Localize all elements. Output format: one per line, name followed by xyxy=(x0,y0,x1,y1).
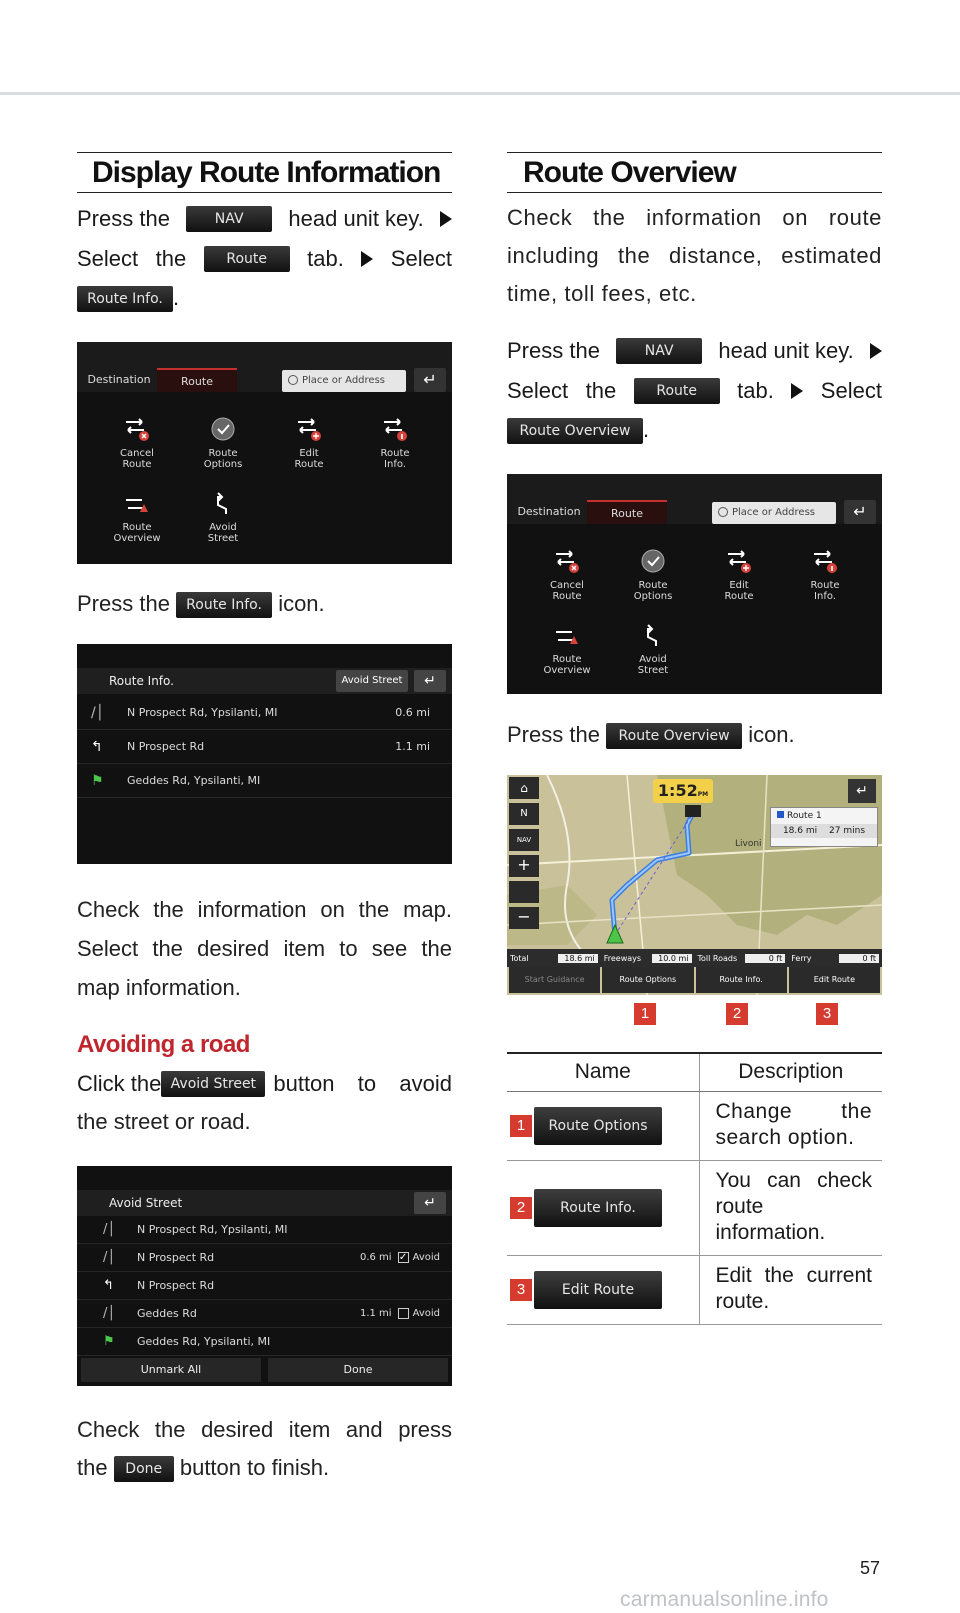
avoid-street-row[interactable] xyxy=(77,1244,452,1272)
cancel-route-icon xyxy=(552,548,582,574)
back-button[interactable]: ↵ xyxy=(414,670,446,692)
col-name-header: Name xyxy=(507,1053,699,1091)
route-menu-item[interactable] xyxy=(525,622,609,676)
road-name: Geddes Rd xyxy=(137,1307,197,1320)
avoid-street-button[interactable]: Avoid Street xyxy=(336,670,408,692)
instruction-line xyxy=(77,1065,452,1103)
stat-value: 0 ft xyxy=(745,954,785,963)
instruction-line xyxy=(507,331,882,371)
page-number: 57 xyxy=(860,1558,881,1578)
edit-route-icon xyxy=(724,548,754,574)
instruction-line xyxy=(507,715,882,753)
road-name: N Prospect Rd, Ypsilanti, MI xyxy=(127,706,278,719)
route-menu-item[interactable] xyxy=(181,416,265,470)
instruction-block xyxy=(507,331,882,449)
road-distance: 1.1 mi xyxy=(359,1308,392,1319)
route-tab-key: Route xyxy=(634,378,720,404)
clock-time: 1:52 xyxy=(657,781,698,800)
section-title: Display Route Information xyxy=(77,152,452,193)
route-overview-icon xyxy=(552,622,582,648)
road-name: N Prospect Rd xyxy=(137,1279,215,1292)
unmark-all-button[interactable]: Unmark All xyxy=(81,1358,261,1382)
edit-route-button[interactable]: Edit Route xyxy=(789,967,880,993)
route-menu-item[interactable] xyxy=(783,548,867,602)
route-overview-icon xyxy=(122,490,152,516)
route-stat xyxy=(695,949,789,967)
menu-item-label: Options xyxy=(633,591,673,602)
road-sign-icon: /│ xyxy=(91,705,105,721)
route-options-icon xyxy=(638,548,668,574)
text: Select xyxy=(390,246,452,271)
menu-item-label: Info. xyxy=(814,591,836,602)
section-title: Route Overview xyxy=(507,152,882,193)
top-rule xyxy=(0,92,960,95)
tab-destination[interactable]: Destination xyxy=(87,373,151,386)
table-row xyxy=(507,1091,882,1160)
menu-item-label: Edit xyxy=(299,448,319,459)
menu-item-label: Cancel xyxy=(550,580,584,591)
table-row xyxy=(507,1255,882,1324)
route-stat xyxy=(788,949,882,967)
route-info-screenshot xyxy=(77,644,452,864)
edit-route-icon xyxy=(294,416,324,442)
stat-label: Total xyxy=(510,953,529,963)
menu-item-label: Overview xyxy=(543,665,591,676)
route-tab-key: Route xyxy=(204,246,290,272)
menu-item-label: Street xyxy=(637,665,669,676)
route-menu-item[interactable] xyxy=(611,548,695,602)
route-info-button[interactable]: Route Info. xyxy=(696,967,787,993)
route-menu-screenshot xyxy=(507,474,882,694)
text: the street or road. xyxy=(77,1109,251,1134)
turn-left-icon: ↰ xyxy=(91,739,103,755)
avoid-street-key: Avoid Street xyxy=(161,1071,265,1097)
text: tab. xyxy=(307,246,344,271)
left-column xyxy=(77,152,452,1487)
menu-item-label: Info. xyxy=(384,459,406,470)
stat-label: Ferry xyxy=(791,953,812,963)
route-menu-item[interactable] xyxy=(95,490,179,544)
menu-item-label: Cancel xyxy=(120,448,154,459)
destination-flag-icon: ⚑ xyxy=(91,773,104,789)
arrow-icon xyxy=(870,343,882,359)
table-body xyxy=(507,1091,882,1324)
table-cell-description: Edit the current route. xyxy=(699,1255,882,1324)
menu-item-label: Route xyxy=(122,522,152,533)
menu-item-label: Route xyxy=(552,591,582,602)
avoid-street-row[interactable] xyxy=(77,1272,452,1300)
avoid-street-icon xyxy=(208,490,238,516)
text: Select xyxy=(820,378,882,403)
avoid-street-icon xyxy=(638,622,668,648)
zoom-in-button[interactable]: + xyxy=(509,855,539,877)
avoid-label: Avoid xyxy=(412,1252,440,1263)
watermark: carmanualsonline.info xyxy=(620,1588,829,1611)
start-guidance-button[interactable]: Start Guidance xyxy=(509,967,600,993)
text: the xyxy=(585,378,617,403)
avoid-checkbox[interactable]: ✓ xyxy=(398,1251,408,1263)
route-info-icon xyxy=(380,416,410,442)
route-info-icon xyxy=(810,548,840,574)
route-info-key: Route Info. xyxy=(176,592,272,618)
route-stat xyxy=(507,949,601,967)
callout-number: 1 xyxy=(510,1115,532,1137)
text: button to finish. xyxy=(179,1455,330,1480)
button-description-table xyxy=(507,1052,882,1325)
instruction-block xyxy=(77,1065,452,1141)
arrow-icon xyxy=(361,251,373,267)
text: icon. xyxy=(748,722,795,747)
table-key: Route Options xyxy=(534,1107,662,1145)
scale-indicator xyxy=(509,881,539,903)
road-name: N Prospect Rd xyxy=(127,740,205,753)
avoid-control[interactable] xyxy=(360,1244,440,1272)
avoid-street-row[interactable] xyxy=(77,1300,452,1328)
route-menu-item[interactable] xyxy=(95,416,179,470)
tab-route[interactable]: Route xyxy=(587,500,667,524)
table-row xyxy=(507,1160,882,1255)
stat-label: Freeways xyxy=(603,953,642,963)
turn-left-icon: ↰ xyxy=(103,1278,114,1293)
instruction-line xyxy=(507,371,882,411)
road-name: N Prospect Rd xyxy=(137,1251,215,1264)
avoid-label: Avoid xyxy=(412,1308,440,1319)
route-overview-map xyxy=(507,775,882,995)
road-distance: 0.6 mi xyxy=(395,706,430,719)
menu-item-label: Avoid xyxy=(639,654,667,665)
done-key: Done xyxy=(114,1456,174,1482)
destination-flag-icon: ⚑ xyxy=(103,1334,115,1349)
nav-key: NAV xyxy=(186,206,272,232)
route-overview-buttons xyxy=(507,967,882,993)
route-summary-card[interactable] xyxy=(770,807,878,847)
road-name: N Prospect Rd, Ypsilanti, MI xyxy=(137,1223,288,1236)
subheading: Avoiding a road xyxy=(77,1031,250,1058)
text: head unit key. xyxy=(718,338,854,363)
text: head unit key. xyxy=(288,206,424,231)
stat-value: 10.0 mi xyxy=(652,954,692,963)
map-side-controls xyxy=(509,777,539,942)
avoid-checkbox[interactable] xyxy=(398,1308,409,1319)
menu-item-label: Edit xyxy=(729,580,749,591)
screen-title: Route Info. xyxy=(109,674,174,688)
arrow-icon xyxy=(440,211,452,227)
clock-ampm: PM xyxy=(697,791,709,798)
route-menu-item[interactable] xyxy=(181,490,265,544)
menu-item-label: Route xyxy=(122,459,152,470)
text: Press the xyxy=(507,722,600,747)
back-button[interactable]: ↵ xyxy=(414,1192,446,1214)
route-info-row[interactable] xyxy=(77,764,452,798)
menu-item-label: Route xyxy=(380,448,410,459)
callout-row xyxy=(507,995,882,1025)
avoid-street-row[interactable] xyxy=(77,1328,452,1356)
compass-button[interactable]: N xyxy=(509,803,539,825)
back-button[interactable]: ↵ xyxy=(844,500,876,524)
lane-icon: /│ xyxy=(103,1250,116,1265)
route-options-icon xyxy=(208,416,238,442)
paragraph: Check the information on route including the distance, estimated time, toll fees, etc. xyxy=(507,205,882,306)
search-input[interactable]: Place or Address xyxy=(712,502,836,524)
stat-value: 18.6 mi xyxy=(558,954,598,963)
table-cell-name xyxy=(507,1255,699,1324)
road-distance: 0.6 mi xyxy=(359,1252,392,1263)
callout-number: 3 xyxy=(510,1279,532,1301)
route-menu-item[interactable] xyxy=(267,416,351,470)
menu-item-label: Options xyxy=(203,459,243,470)
callout-number: 2 xyxy=(510,1197,532,1219)
instruction-line: Route Overview . xyxy=(507,411,882,449)
menu-item-label: Route xyxy=(294,459,324,470)
text: Check the desired item and press xyxy=(77,1417,452,1442)
avoid-control[interactable] xyxy=(360,1300,440,1328)
map-city-label: Livoni xyxy=(735,839,762,849)
route-overview-key: Route Overview xyxy=(606,723,742,749)
callout-2: 2 xyxy=(726,1003,748,1025)
route-stats-bar xyxy=(507,949,882,967)
menu-item-label: Route xyxy=(810,580,840,591)
search-input[interactable]: Place or Address xyxy=(282,370,406,392)
text: the xyxy=(77,1455,108,1480)
text: icon. xyxy=(278,591,325,616)
route-menu-item[interactable] xyxy=(697,548,781,602)
route-menu-screenshot xyxy=(77,342,452,564)
cancel-route-icon xyxy=(122,416,152,442)
route-distance: 18.6 mi xyxy=(782,826,818,836)
instruction-line: Route Info. . xyxy=(77,279,452,317)
route-info-row[interactable] xyxy=(77,696,452,730)
text: Select xyxy=(77,246,139,271)
table-cell-description: Change the search option. xyxy=(699,1091,882,1160)
done-button[interactable]: Done xyxy=(268,1358,448,1382)
menu-item-label: Route xyxy=(208,448,238,459)
menu-item-label: Route xyxy=(638,580,668,591)
table-cell-name xyxy=(507,1091,699,1160)
route-overview-key: Route Overview xyxy=(507,418,643,444)
route-menu-item[interactable] xyxy=(353,416,437,470)
back-button[interactable]: ↵ xyxy=(848,779,876,803)
menu-item-label: Street xyxy=(207,533,239,544)
road-name: Geddes Rd, Ypsilanti, MI xyxy=(137,1335,271,1348)
road-distance: 1.1 mi xyxy=(395,740,430,753)
col-desc-header: Description xyxy=(699,1053,882,1091)
screen-title: Avoid Street xyxy=(109,1196,183,1210)
table-key: Route Info. xyxy=(534,1189,662,1227)
menu-item-label: Avoid xyxy=(209,522,237,533)
stat-value: 0 ft xyxy=(839,954,879,963)
right-column xyxy=(507,152,882,1325)
text: Press the xyxy=(77,591,170,616)
text: Press the xyxy=(507,338,600,363)
menu-item-label: Overview xyxy=(113,533,161,544)
route-stat xyxy=(601,949,695,967)
text: tab. xyxy=(737,378,774,403)
route-label: Route 1 xyxy=(787,811,822,821)
road-sign-icon: /│ xyxy=(103,1222,116,1237)
home-icon[interactable]: ⌂ xyxy=(509,777,539,799)
route-menu-item[interactable] xyxy=(525,548,609,602)
road-name: Geddes Rd, Ypsilanti, MI xyxy=(127,774,261,787)
avoid-street-header xyxy=(77,1190,452,1216)
avoid-street-screenshot xyxy=(77,1166,452,1386)
callout-3: 3 xyxy=(816,1003,838,1025)
nav-volume-button[interactable]: NAV xyxy=(509,829,539,851)
text: Press the xyxy=(77,206,170,231)
arrow-icon xyxy=(791,383,803,399)
clock xyxy=(653,779,713,803)
instruction-line xyxy=(77,199,452,239)
route-time: 27 mins xyxy=(829,826,866,836)
paragraph: Check the information on the map. Select the desired item to see the map information. xyxy=(77,897,452,1000)
route-name xyxy=(771,808,877,824)
back-button[interactable]: ↵ xyxy=(414,368,446,392)
route-info-row[interactable] xyxy=(77,730,452,764)
text: button to avoid xyxy=(273,1071,452,1096)
menu-item-label: Route xyxy=(724,591,754,602)
instruction-block xyxy=(77,199,452,317)
text: the xyxy=(155,246,187,271)
table-key: Edit Route xyxy=(534,1271,662,1309)
instruction-line xyxy=(77,239,452,279)
lane-icon: /│ xyxy=(103,1306,116,1321)
text: Click the xyxy=(77,1071,162,1096)
zoom-out-button[interactable]: − xyxy=(509,907,539,929)
table-cell-description: You can check route information. xyxy=(699,1160,882,1255)
nav-key: NAV xyxy=(616,338,702,364)
tab-destination[interactable]: Destination xyxy=(517,505,581,518)
tab-route[interactable]: Route xyxy=(157,368,237,392)
text: Select xyxy=(507,378,569,403)
instruction-line xyxy=(77,584,452,622)
route-menu-item[interactable] xyxy=(611,622,695,676)
route-info-header xyxy=(77,668,452,694)
instruction-block xyxy=(77,1411,452,1487)
instruction-line xyxy=(77,1449,452,1487)
stat-label: Toll Roads xyxy=(697,953,738,963)
menu-item-label: Route xyxy=(552,654,582,665)
route-stats xyxy=(771,824,877,838)
callout-1: 1 xyxy=(634,1003,656,1025)
table-cell-name xyxy=(507,1160,699,1255)
route-options-button[interactable]: Route Options xyxy=(602,967,693,993)
avoid-street-row[interactable] xyxy=(77,1216,452,1244)
route-info-key: Route Info. xyxy=(77,286,173,312)
